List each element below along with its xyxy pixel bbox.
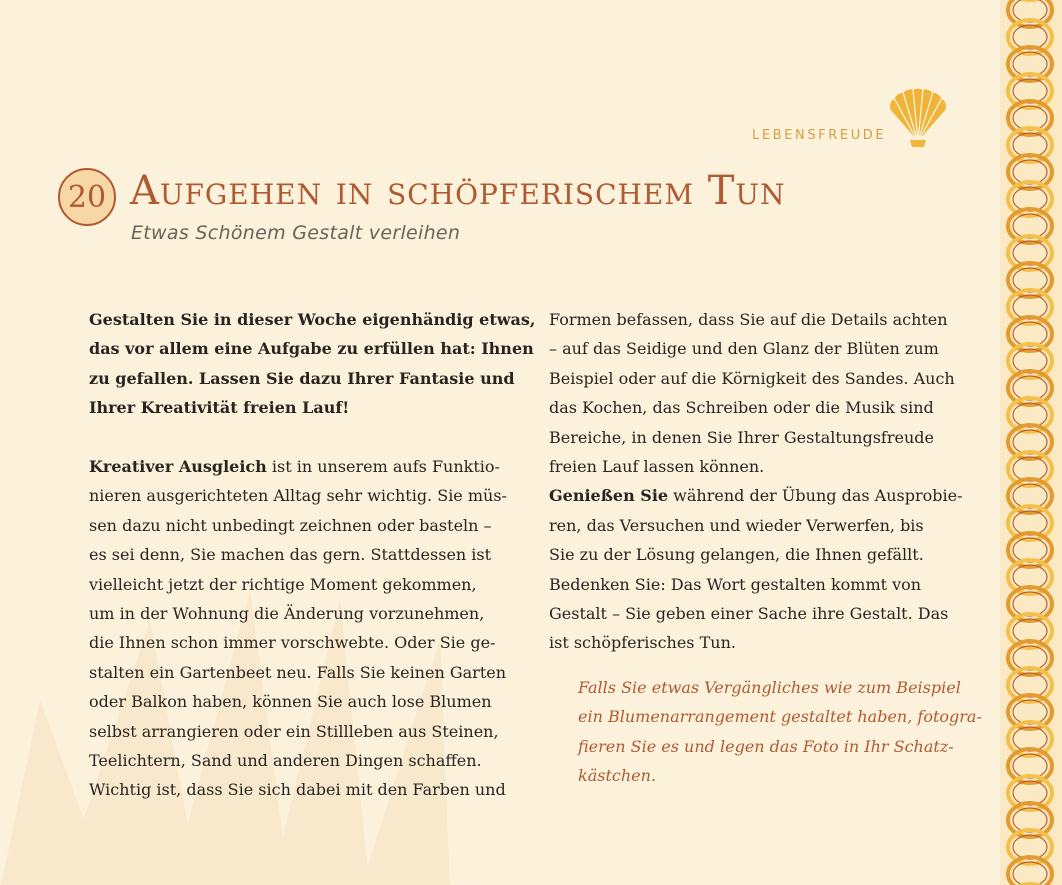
- body-line: Bereiche, in denen Sie Ihrer Gestaltungsfreude: [549, 427, 934, 447]
- body-line: um in der Wohnung die Änderung vorzunehmen,: [89, 604, 485, 624]
- page-subtitle: Etwas Schönem Gestalt verleihen: [131, 222, 461, 244]
- body-line: oder Balkon haben, können Sie auch lose Blumen: [89, 692, 492, 712]
- body-text: ist in unserem aufs Funktio-: [266, 457, 500, 477]
- tip-line: fieren Sie es und legen das Foto in Ihr Schatz-: [578, 736, 954, 756]
- tip-line: kästchen.: [578, 766, 656, 786]
- interlocking-rings-icon: [1000, 0, 1062, 885]
- intro-line: Gestalten Sie in dieser Woche eigenhändig etwas,: [89, 310, 536, 329]
- intro-line: zu gefallen. Lassen Sie dazu Ihrer Fantasie und: [89, 368, 515, 388]
- body-line: stalten ein Gartenbeet neu. Falls Sie keinen Garten: [89, 662, 507, 682]
- intro-line: Ihrer Kreativität freien Lauf!: [89, 398, 350, 418]
- body-line: – auf das Seidige und den Glanz der Blüten zum: [549, 339, 939, 359]
- body-line: Beispiel oder auf die Körnigkeit des Sandes. Auch: [549, 368, 955, 388]
- body-line: Formen befassen, dass Sie auf die Details achten: [549, 310, 948, 329]
- lead-term: Genießen Sie: [549, 486, 669, 506]
- body-line: Gestalt – Sie geben einer Sache ihre Gestalt. Das: [549, 604, 949, 624]
- body-line: freien Lauf lassen können.: [549, 457, 765, 477]
- tip-note: [578, 673, 988, 791]
- lead-term: Kreativer Ausgleich: [89, 457, 267, 477]
- body-line: [549, 481, 981, 510]
- body-line: selbst arrangieren oder ein Stillleben aus Steinen,: [89, 721, 499, 741]
- intro-line: das vor allem eine Aufgabe zu erfüllen hat: Ihnen: [89, 339, 534, 359]
- right-column: [549, 305, 981, 658]
- tip-line: Falls Sie etwas Vergängliches wie zum Beispiel: [578, 678, 961, 697]
- paragraph-gap: [89, 423, 529, 452]
- border-ring: [1008, 857, 1052, 885]
- body-line: Teelichtern, Sand und anderen Dingen schaffen.: [89, 751, 482, 771]
- body-line: Sie zu der Lösung gelangen, die Ihnen gefällt.: [549, 545, 924, 565]
- body-line: ist schöpferisches Tun.: [549, 633, 736, 653]
- body-line: die Ihnen schon immer vorschwebte. Oder Sie ge-: [89, 633, 496, 653]
- body-line: ren, das Versuchen und wieder Verwerfen, bis: [549, 515, 924, 535]
- body-line: vielleicht jetzt der richtige Moment gekommen,: [89, 574, 477, 594]
- body-line: Bedenken Sie: Das Wort gestalten kommt von: [549, 574, 922, 594]
- body-line: sen dazu nicht unbedingt zeichnen oder basteln –: [89, 515, 492, 535]
- rings-border: [1000, 0, 1062, 885]
- left-column: [89, 305, 536, 805]
- body-line: Wichtig ist, dass Sie sich dabei mit den Farben und: [89, 780, 506, 800]
- body-line: [89, 452, 529, 481]
- section-label: LEBENSFREUDE: [752, 128, 887, 143]
- page-title: Aufgehen in schöpferischem Tun: [130, 168, 786, 214]
- body-line: nieren ausgerichteten Alltag sehr wichtig. Sie müs-: [89, 486, 507, 506]
- tip-line: ein Blumenarrangement gestaltet haben, fotogra-: [578, 707, 982, 727]
- body-text: während der Übung das Ausprobie-: [668, 486, 963, 506]
- chapter-number-badge: 20: [58, 168, 116, 226]
- body-line: das Kochen, das Schreiben oder die Musik sind: [549, 398, 934, 418]
- body-line: es sei denn, Sie machen das gern. Stattdessen ist: [89, 545, 492, 565]
- scallop-shell-icon: [884, 86, 952, 148]
